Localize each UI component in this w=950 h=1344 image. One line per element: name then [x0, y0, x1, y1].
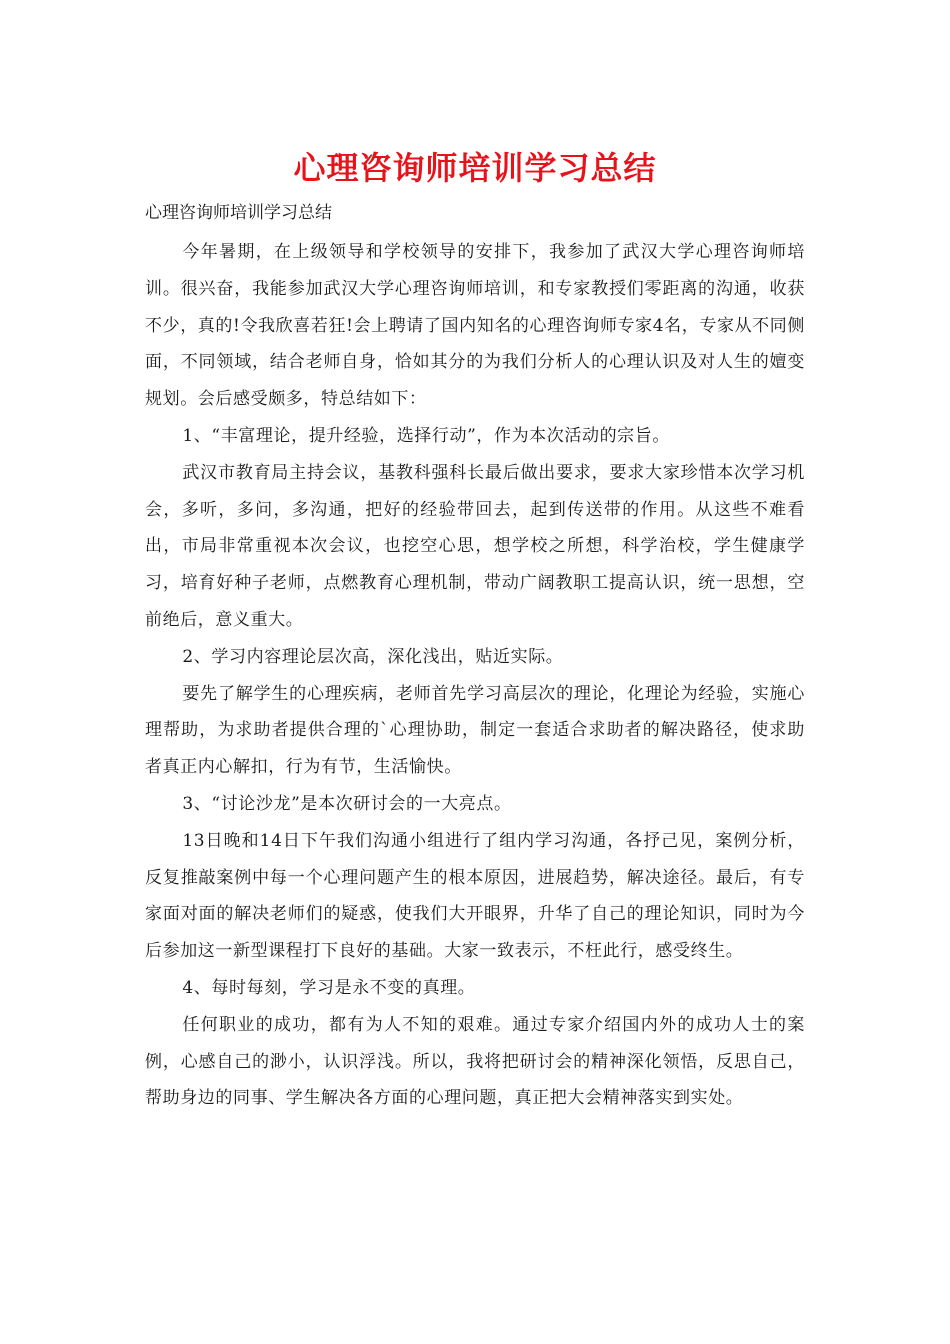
section-heading-4: 4、每时每刻，学习是永不变的真理。 — [182, 977, 476, 998]
section-heading-2: 2、学习内容理论层次高，深化浅出，贴近实际。 — [182, 646, 564, 667]
document-body — [145, 234, 805, 1117]
paragraph-section-3: 13日晚和14日下午我们沟通小组进行了组内学习沟通，各抒己见，案例分析，反复推敲案例中每一个心理问题产生的根本原因，进展趋势，解决途径。最后，有专家面对面的解决老师们的疑惑，使我们大开眼界，升华了自己的理论知识，同时为今后参加这一新型课程打下良好的基础。大家一致表示，不枉此行，感受终生。 — [145, 830, 805, 962]
document-subtitle: 心理咨询师培训学习总结 — [145, 203, 332, 223]
section-heading-1: 1、“丰富理论，提升经验，选择行动”，作为本次活动的宗旨。 — [182, 425, 670, 446]
document-title: 心理咨询师培训学习总结 — [293, 149, 657, 187]
paragraph-section-1: 武汉市教育局主持会议，基教科强科长最后做出要求，要求大家珍惜本次学习机会，多听，多问，多沟通，把好的经验带回去，起到传送带的作用。从这些不难看出，市局非常重视本次会议，也挖空心思，想学校之所想，科学治校，学生健康学习，培育好种子老师，点燃教育心理机制，带动广阔教职工提高认识，统一思想，空前绝后，意义重大。 — [145, 462, 805, 630]
section-heading-3: 3、“讨论沙龙”是本次研讨会的一大亮点。 — [182, 793, 512, 814]
paragraph-section-4: 任何职业的成功，都有为人不知的艰难。通过专家介绍国内外的成功人士的案例，心感自己的渺小，认识浮浅。所以，我将把研讨会的精神深化领悟，反思自己，帮助身边的同事、学生解决各方面的心理问题，真正把大会精神落实到实处。 — [145, 1014, 805, 1109]
paragraph-intro: 今年暑期，在上级领导和学校领导的安排下，我参加了武汉大学心理咨询师培训。很兴奋，我能参加武汉大学心理咨询师培训，和专家教授们零距离的沟通，收获不少，真的!令我欣喜若狂!会上聘请了国内知名的心理咨询师专家4名，专家从不同侧面，不同领域，结合老师自身，恰如其分的为我们分析人的心理认识及对人生的嬗变规划。会后感受颇多，特总结如下： — [145, 242, 805, 410]
paragraph-section-2: 要先了解学生的心理疾病，老师首先学习高层次的理论，化理论为经验，实施心理帮助，为求助者提供合理的`心理协助，制定一套适合求助者的解决路径，使求助者真正内心解扣，行为有节，生活愉快。 — [145, 683, 805, 778]
